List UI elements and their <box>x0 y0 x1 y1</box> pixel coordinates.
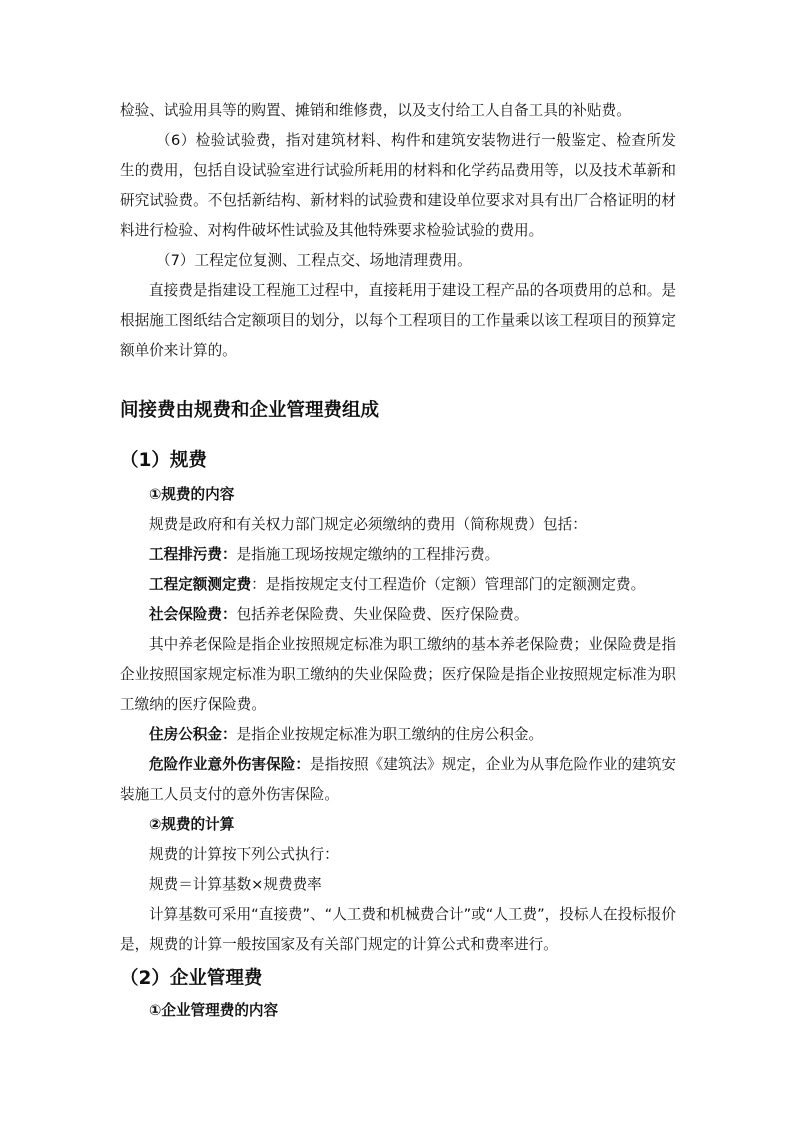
fee-desc: 是指按照《建筑法》规定，企业为从事危险作业的建筑安装施工人员支付的意外伤害保险。 <box>120 756 676 803</box>
paragraph-tools-fee: 检验、试验用具等的购置、摊销和维修费，以及支付给工人自备工具的补贴费。 <box>120 102 631 119</box>
subheading-management-fee-content: ①企业管理费的内容 <box>149 1002 279 1019</box>
fee-desc: 包括养老保险费、失业保险费、医疗保险费。 <box>236 606 529 623</box>
fee-item-accident-insurance <box>120 750 676 810</box>
paragraph-inspection-fee: （6）检验试验费，指对建筑材料、构件和建筑安装物进行一般鉴定、检查所发生的费用，包括自设试验室进行试验所耗用的材料和化学药品费用等，以及技术革新和研究试验费。不包括新结构、新材料的试验费和建设单位要求对具有出厂合格证明的材料进行检验、对构件破坏性试验及其他特殊要求检验试验的费用。 <box>120 132 676 239</box>
fee-desc: 是指企业按规定标准为职工缴纳的住房公积金。 <box>236 726 544 743</box>
fee-desc: ：是指按规定支付工程造价（定额）管理部门的定额测定费。 <box>251 576 646 593</box>
fee-item-social-insurance <box>120 600 676 630</box>
heading-fees: （1）规费 <box>120 450 207 471</box>
fee-item-housing-fund <box>120 720 676 750</box>
paragraph-site-survey-fee: （7）工程定位复测、工程点交、场地清理费用。 <box>156 252 472 269</box>
fee-item-quota <box>120 570 676 600</box>
subheading-fees-content: ①规费的内容 <box>149 486 235 503</box>
fee-term: 住房公积金： <box>149 726 237 743</box>
paragraph-fees-intro: 规费是政府和有关权力部门规定必须缴纳的费用（简称规费）包括： <box>149 516 587 533</box>
paragraph-direct-cost: 直接费是指建设工程施工过程中，直接耗用于建设工程产品的各项费用的总和。是根据施工图纸结合定额项目的划分，以每个工程项目的工作量乘以该工程项目的预算定额单价来计算的。 <box>120 282 676 359</box>
heading-indirect-cost: 间接费由规费和企业管理费组成 <box>120 400 380 421</box>
paragraph-calc-note: 计算基数可采用“直接费”、“人工费和机械费合计”或“人工费”，投标人在投标报价是，规费的计算一般按国家及有关部门规定的计算公式和费率进行。 <box>120 906 676 953</box>
paragraph-calc-intro: 规费的计算按下列公式执行： <box>149 846 339 863</box>
paragraph-social-insurance-detail: 其中养老保险是指企业按照规定标准为职工缴纳的基本养老保险费；业保险费是指企业按照国家规定标准为职工缴纳的失业保险费；医疗保险是指企业按照规定标准为职工缴纳的医疗保险费。 <box>120 636 676 713</box>
fee-desc: 是指施工现场按规定缴纳的工程排污费。 <box>236 546 500 563</box>
fee-term: 工程排污费： <box>149 546 237 563</box>
fee-item-sewage <box>120 540 676 570</box>
fee-term: 工程定额测定费 <box>149 576 252 593</box>
heading-management-fee: （2）企业管理费 <box>120 968 263 989</box>
fee-term: 社会保险费： <box>149 606 237 623</box>
fee-term: 危险作业意外伤害保险： <box>149 756 311 773</box>
subheading-fees-calculation: ②规费的计算 <box>149 816 235 833</box>
formula-fees: 规费＝计算基数×规费费率 <box>149 876 322 893</box>
document-body <box>120 96 676 1026</box>
